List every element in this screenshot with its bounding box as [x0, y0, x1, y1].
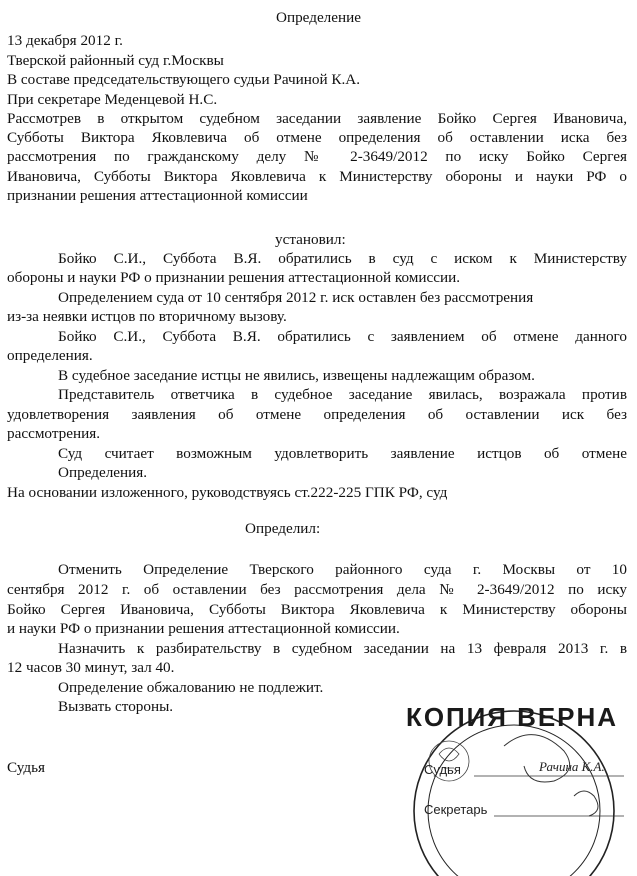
established-line: из-за неявки истцов по вторичному вызову. — [7, 308, 287, 325]
determined-line: Отменить Определение Тверского районного суда г. Москвы от 10 — [58, 561, 627, 578]
established-line: Суд считает возможным удовлетворить заявление истцов об отмене — [58, 445, 627, 462]
determined-line: сентября 2012 г. об оставлении без рассмотрения дела № 2-3649/2012 по иску — [7, 581, 627, 598]
document-title: Определение — [275, 9, 361, 26]
intro-line: признании решения аттестационной комиссии — [7, 187, 308, 204]
established-heading: установил: — [275, 231, 346, 248]
stamp-judge-signature: Рачина К.А. — [539, 759, 605, 774]
determined-heading: Определил: — [245, 520, 321, 537]
stamp-secretary-line: Секретарь — [424, 802, 488, 817]
established-line: Бойко С.И., Суббота В.Я. обратились в суд с иском к Министерству — [58, 250, 627, 267]
determined-line: Определение обжалованию не подлежит. — [58, 679, 324, 696]
established-line: Представитель ответчика в судебное заседание явилась, возражала против — [58, 386, 627, 403]
established-line: В судебное заседание истцы не явились, извещены надлежащим образом. — [58, 367, 535, 384]
established-line: Определением суда от 10 сентября 2012 г. иск оставлен без рассмотрения — [58, 289, 534, 306]
intro-line: рассмотрения по гражданскому делу № 2-3649/2012 по иску Бойко Сергея — [7, 148, 627, 165]
established-line: Бойко С.И., Суббота В.Я. обратились с заявлением об отмене данного — [58, 328, 627, 345]
document-date: 13 декабря 2012 г. — [7, 32, 123, 49]
established-line: На основании изложенного, руководствуясь ст.222-225 ГПК РФ, суд — [7, 484, 448, 501]
determined-line: и науки РФ о признании решения аттестационной комиссии. — [7, 620, 400, 637]
stamp-outer-ring — [414, 711, 614, 876]
established-line: удовлетворения заявления об отмене определения об оставлении иск без — [7, 406, 627, 423]
determined-line: Назначить к разбирательству в судебном заседании на 13 февраля 2013 г. в — [58, 640, 627, 657]
determined-line: Бойко Сергея Ивановича, Субботы Виктора Яковлевича к Министерству обороны — [7, 601, 627, 618]
secretary-line: При секретаре Меденцевой Н.С. — [7, 91, 218, 108]
intro-line: Ивановича, Субботы Виктора Яковлевича к Министерству обороны и науки РФ о — [7, 168, 627, 185]
established-line: обороны и науки РФ о признании решения аттестационной комиссии. — [7, 269, 461, 286]
stamp-inner-ring — [428, 725, 600, 876]
established-line: определения. — [7, 347, 93, 364]
court-name: Тверской районный суд г.Москвы — [7, 52, 224, 69]
established-line: рассмотрения. — [7, 425, 101, 442]
determined-line: 12 часов 30 минут, зал 40. — [7, 659, 175, 676]
handwritten-signature-icon — [574, 791, 598, 816]
court-composition: В составе председательствующего судьи Рачиной К.А. — [7, 71, 361, 88]
intro-line: Рассмотрев в открытом судебном заседании заявление Бойко Сергея Ивановича, — [7, 110, 627, 127]
court-stamp — [394, 676, 634, 876]
intro-line: Субботы Виктора Яковлевича об отмене определения об оставлении иска без — [7, 129, 627, 146]
stamp-copy-text: КОПИЯ ВЕРНА — [406, 702, 616, 732]
stamp-judge-line: Судья — [424, 762, 461, 777]
established-line: Определения. — [58, 464, 148, 481]
judge-label: Судья — [7, 759, 46, 776]
determined-line: Вызвать стороны. — [58, 698, 174, 715]
